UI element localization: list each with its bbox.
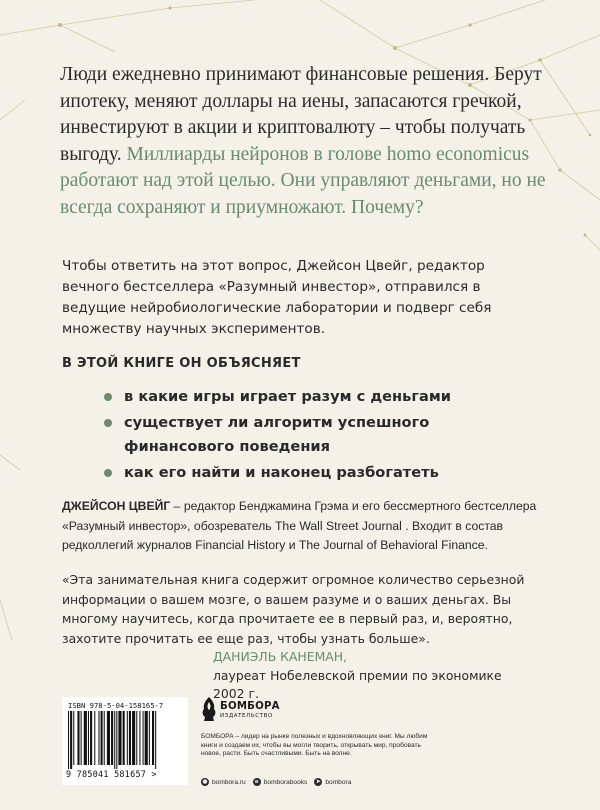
barcode-bar	[118, 711, 121, 765]
quote-text: «Эта занимательная книга содержит огромное количество серьезной информации о вашем мозге, о вашем разуме и о ваших деньгах. Вы многому научитесь, когда прочитаете ее в первый раз, и, вероятно, захотите прочитать ее еще раз, чтобы узнать больше».	[62, 572, 525, 646]
author-bio	[62, 497, 542, 556]
barcode-bar	[104, 711, 105, 765]
publisher-tagline-text: БОМБОРА – лидер на рынке полезных и вдохновляющих книг. Мы любим книги и создаем их, чтобы вы могли творить, открывать мир, пробовать новое, расти. Быть счастливыми. Быть на волне.	[201, 733, 428, 758]
publisher-sub: ИЗДАТЕЛЬСТВО	[220, 713, 273, 719]
barcode-bar	[70, 711, 72, 769]
bullet-item	[104, 411, 524, 459]
social-label: bombora	[325, 778, 352, 786]
barcode-bar	[98, 711, 99, 765]
bullet-text: существует ли алгоритм успешного финансового поведения	[124, 414, 430, 455]
barcode-bar	[68, 711, 69, 769]
bullet-text: в какие игры играет разум с деньгами	[124, 388, 451, 405]
barcode-bar	[101, 711, 103, 765]
barcode	[62, 697, 188, 785]
barcode-bar	[123, 711, 125, 765]
vk-icon: в	[253, 778, 261, 786]
bullet-dot-icon	[104, 419, 112, 427]
barcode-bar	[114, 711, 115, 769]
quote-author-name: ДАНИЭЛЬ КАНЕМАН,	[213, 649, 347, 664]
barcode-bar	[127, 711, 128, 765]
quote-author-title: лауреат Нобелевской премии по экономике 2002 г.	[213, 667, 502, 701]
barcode-bar	[88, 711, 89, 765]
barcode-bar	[139, 711, 140, 765]
social-label: bombora.ru	[212, 778, 246, 786]
bullet-dot-icon	[104, 469, 112, 477]
social-link-site[interactable]	[201, 778, 246, 786]
barcode-bar	[90, 711, 92, 765]
barcode-digits: 9 785041 581657 >	[66, 769, 157, 779]
social-label: bomborabooks	[263, 778, 308, 786]
intro-lead: Люди ежедневно принимают финансовые решения. Берут ипотеку, меняют доллары на иены, запасаются гречкой, инвестируют в акции и криптовалюту – чтобы получать выгоду.	[60, 64, 542, 165]
barcode-bar	[155, 711, 156, 769]
publisher-tagline	[201, 733, 441, 759]
barcode-bar	[77, 711, 79, 765]
bullet-item	[104, 461, 524, 485]
barcode-bar	[152, 711, 154, 765]
barcode-bar	[129, 711, 131, 765]
barcode-bar	[149, 711, 150, 765]
bullet-text: как его найти и наконец разбогатеть	[124, 464, 439, 481]
author-name: ДЖЕЙСОН ЦВЕЙГ	[62, 499, 171, 513]
barcode-bar	[116, 711, 117, 769]
barcode-bar	[145, 711, 148, 765]
barcode-bars	[68, 711, 182, 769]
bullet-list	[104, 385, 524, 487]
globe-icon: ◉	[202, 779, 208, 785]
bombora-logo-icon	[200, 696, 218, 722]
barcode-bar	[132, 711, 135, 765]
author-bio-text: – редактор Бенджамина Грэма и его бессмертного бестселлера «Разумный инвестор», обозреватель The Wall Street Journal . Входит в состав редколлегий журналов Financial History и The Journal of Behavioral Finance.	[62, 499, 537, 552]
barcode-bar	[73, 711, 74, 765]
barcode-bar	[143, 711, 144, 765]
telegram-icon: ➤	[316, 779, 321, 785]
review-quote	[62, 570, 548, 648]
social-link-vk[interactable]	[253, 778, 308, 786]
publisher-logo	[200, 696, 280, 722]
bullet-item	[104, 385, 524, 409]
description-paragraph	[62, 256, 542, 340]
description-text: Чтобы ответить на этот вопрос, Джейсон Цвейг, редактор вечного бестселлера «Разумный инвестор», отправился в ведущие нейробиологические лаборатории и подверг себя множеству научных экспериментов.	[62, 258, 492, 337]
barcode-bar	[84, 711, 87, 765]
intro-accent: Миллиарды нейронов в голове homo economicus работают над этой целью. Они управляют деньгами, но не всегда сохраняют и приумножают. Почему?	[60, 143, 546, 218]
publisher-name: БОМБОРА	[220, 701, 280, 712]
explains-heading: В ЭТОЙ КНИГЕ ОН ОБЪЯСНЯЕТ	[62, 356, 301, 371]
barcode-bar	[136, 711, 137, 765]
social-link-telegram[interactable]	[314, 778, 351, 786]
isbn-label: ISBN 978-5-04-158165-7	[68, 701, 164, 710]
intro-text	[60, 62, 560, 221]
barcode-bar	[94, 711, 95, 765]
barcode-bar	[111, 711, 113, 765]
social-links	[201, 776, 351, 788]
barcode-bar	[81, 711, 82, 765]
bullet-dot-icon	[104, 393, 112, 401]
barcode-bar	[107, 711, 110, 765]
